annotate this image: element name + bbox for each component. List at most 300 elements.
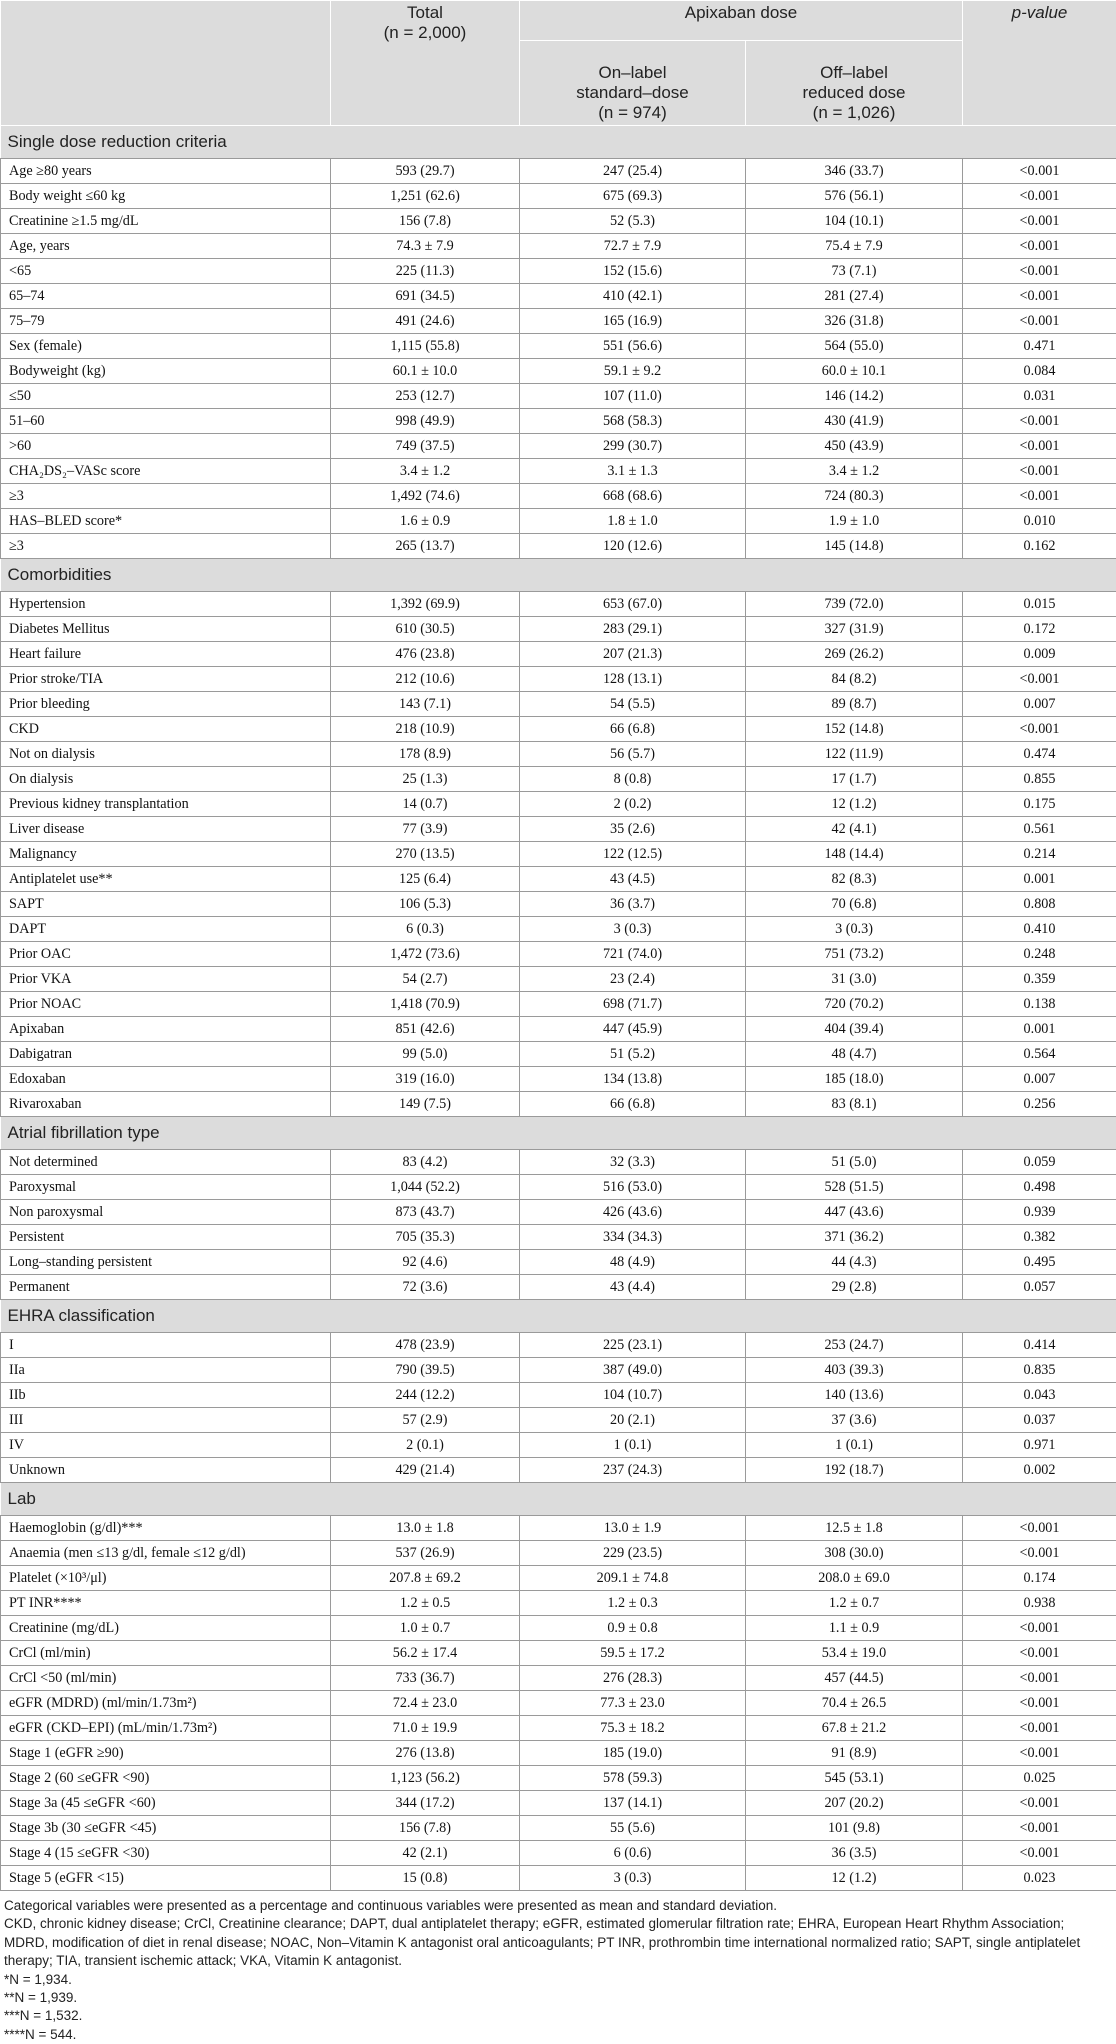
- p-value-cell: 0.043: [963, 1383, 1116, 1408]
- on-label-cell: 13.0 ± 1.9: [520, 1516, 746, 1541]
- total-cell: 15 (0.8): [331, 1866, 520, 1891]
- p-value-cell: 0.025: [963, 1766, 1116, 1791]
- row-label: Prior VKA: [1, 967, 331, 992]
- off-label-cell: 75.4 ± 7.9: [746, 234, 963, 259]
- table-row: [1, 792, 1116, 817]
- table-row: [1, 1458, 1116, 1483]
- total-cell: 276 (13.8): [331, 1741, 520, 1766]
- total-cell: 2 (0.1): [331, 1433, 520, 1458]
- total-cell: 92 (4.6): [331, 1250, 520, 1275]
- p-value-cell: 0.498: [963, 1175, 1116, 1200]
- total-cell: 998 (49.9): [331, 409, 520, 434]
- row-label: Unknown: [1, 1458, 331, 1483]
- row-label: On dialysis: [1, 767, 331, 792]
- row-label: Not on dialysis: [1, 742, 331, 767]
- total-cell: 56.2 ± 17.4: [331, 1641, 520, 1666]
- table-row: [1, 1666, 1116, 1691]
- off-label-cell: 1 (0.1): [746, 1433, 963, 1458]
- p-value-cell: 0.248: [963, 942, 1116, 967]
- total-cell: 13.0 ± 1.8: [331, 1516, 520, 1541]
- row-label: Previous kidney transplantation: [1, 792, 331, 817]
- on-label-cell: 43 (4.5): [520, 867, 746, 892]
- off-label-cell: 1.2 ± 0.7: [746, 1591, 963, 1616]
- p-value-cell: 0.059: [963, 1150, 1116, 1175]
- total-cell: 156 (7.8): [331, 209, 520, 234]
- off-label-cell: 346 (33.7): [746, 159, 963, 184]
- p-value-cell: <0.001: [963, 1691, 1116, 1716]
- on-label-cell: 1.8 ± 1.0: [520, 509, 746, 534]
- footnote: *N = 1,934.: [4, 1971, 1112, 1989]
- table-row: [1, 534, 1116, 559]
- total-cell: 156 (7.8): [331, 1816, 520, 1841]
- p-value-cell: 0.175: [963, 792, 1116, 817]
- table-row: [1, 1866, 1116, 1891]
- off-label-cell: 447 (43.6): [746, 1200, 963, 1225]
- row-label: Malignancy: [1, 842, 331, 867]
- row-label: Edoxaban: [1, 1067, 331, 1092]
- table-row: [1, 967, 1116, 992]
- row-label: Apixaban: [1, 1017, 331, 1042]
- off-label-cell: 253 (24.7): [746, 1333, 963, 1358]
- table-row: [1, 1275, 1116, 1300]
- p-value-cell: <0.001: [963, 667, 1116, 692]
- total-cell: 478 (23.9): [331, 1333, 520, 1358]
- off-label-cell: 308 (30.0): [746, 1541, 963, 1566]
- p-value-cell: 0.938: [963, 1591, 1116, 1616]
- row-label: Bodyweight (kg): [1, 359, 331, 384]
- total-cell: 74.3 ± 7.9: [331, 234, 520, 259]
- p-value-cell: <0.001: [963, 1791, 1116, 1816]
- header-off-label-n: (n = 1,026): [746, 103, 962, 123]
- p-value-cell: 0.057: [963, 1275, 1116, 1300]
- p-value-cell: 0.214: [963, 842, 1116, 867]
- p-value-cell: 0.084: [963, 359, 1116, 384]
- row-label: Non paroxysmal: [1, 1200, 331, 1225]
- section-header-row: [1, 1483, 1116, 1516]
- on-label-cell: 55 (5.6): [520, 1816, 746, 1841]
- off-label-cell: 60.0 ± 10.1: [746, 359, 963, 384]
- total-cell: 1.0 ± 0.7: [331, 1616, 520, 1641]
- off-label-cell: 3.4 ± 1.2: [746, 459, 963, 484]
- total-cell: 244 (12.2): [331, 1383, 520, 1408]
- off-label-cell: 37 (3.6): [746, 1408, 963, 1433]
- table-row: [1, 1383, 1116, 1408]
- table-row: [1, 842, 1116, 867]
- on-label-cell: 134 (13.8): [520, 1067, 746, 1092]
- table-row: [1, 767, 1116, 792]
- table-row: [1, 1741, 1116, 1766]
- on-label-cell: 6 (0.6): [520, 1841, 746, 1866]
- table-row: [1, 1766, 1116, 1791]
- off-label-cell: 73 (7.1): [746, 259, 963, 284]
- p-value-cell: 0.414: [963, 1333, 1116, 1358]
- row-label: CKD: [1, 717, 331, 742]
- table-row: [1, 817, 1116, 842]
- on-label-cell: 516 (53.0): [520, 1175, 746, 1200]
- table-row: [1, 509, 1116, 534]
- row-label: DAPT: [1, 917, 331, 942]
- footnote: **N = 1,939.: [4, 1989, 1112, 2007]
- header-p-value: p-value: [963, 1, 1116, 126]
- off-label-cell: 51 (5.0): [746, 1150, 963, 1175]
- on-label-cell: 52 (5.3): [520, 209, 746, 234]
- on-label-cell: 23 (2.4): [520, 967, 746, 992]
- table-row: [1, 434, 1116, 459]
- on-label-cell: 3.1 ± 1.3: [520, 459, 746, 484]
- table-row: [1, 742, 1116, 767]
- table-row: [1, 484, 1116, 509]
- off-label-cell: 44 (4.3): [746, 1250, 963, 1275]
- on-label-cell: 225 (23.1): [520, 1333, 746, 1358]
- row-label: Prior OAC: [1, 942, 331, 967]
- row-label: I: [1, 1333, 331, 1358]
- table-row: [1, 159, 1116, 184]
- total-cell: 42 (2.1): [331, 1841, 520, 1866]
- on-label-cell: 152 (15.6): [520, 259, 746, 284]
- on-label-cell: 51 (5.2): [520, 1042, 746, 1067]
- total-cell: 178 (8.9): [331, 742, 520, 767]
- total-cell: 593 (29.7): [331, 159, 520, 184]
- table-row: [1, 1616, 1116, 1641]
- row-label: 51–60: [1, 409, 331, 434]
- row-label: Age, years: [1, 234, 331, 259]
- total-cell: 1,115 (55.8): [331, 334, 520, 359]
- row-label: Antiplatelet use**: [1, 867, 331, 892]
- total-cell: 218 (10.9): [331, 717, 520, 742]
- total-cell: 705 (35.3): [331, 1225, 520, 1250]
- total-cell: 733 (36.7): [331, 1666, 520, 1691]
- table-row: [1, 1791, 1116, 1816]
- row-label: >60: [1, 434, 331, 459]
- row-label: Platelet (×10³/μl): [1, 1566, 331, 1591]
- p-value-cell: 0.174: [963, 1566, 1116, 1591]
- header-on-label-line2: standard–dose: [520, 83, 745, 103]
- table-row: [1, 334, 1116, 359]
- on-label-cell: 209.1 ± 74.8: [520, 1566, 746, 1591]
- off-label-cell: 1.1 ± 0.9: [746, 1616, 963, 1641]
- off-label-cell: 91 (8.9): [746, 1741, 963, 1766]
- row-label: Not determined: [1, 1150, 331, 1175]
- table-row: [1, 284, 1116, 309]
- total-cell: 6 (0.3): [331, 917, 520, 942]
- row-label: ≥3: [1, 484, 331, 509]
- off-label-cell: 430 (41.9): [746, 409, 963, 434]
- table-row: [1, 1042, 1116, 1067]
- p-value-cell: 0.138: [963, 992, 1116, 1017]
- p-value-cell: <0.001: [963, 209, 1116, 234]
- table-row: [1, 942, 1116, 967]
- p-value-cell: <0.001: [963, 234, 1116, 259]
- off-label-cell: 185 (18.0): [746, 1067, 963, 1092]
- p-value-cell: <0.001: [963, 1716, 1116, 1741]
- row-label: Sex (female): [1, 334, 331, 359]
- header-on-label-n: (n = 974): [520, 103, 745, 123]
- on-label-cell: 0.9 ± 0.8: [520, 1616, 746, 1641]
- total-cell: 1,251 (62.6): [331, 184, 520, 209]
- off-label-cell: 104 (10.1): [746, 209, 963, 234]
- section-title: Comorbidities: [1, 559, 1116, 592]
- table-row: [1, 1816, 1116, 1841]
- row-label: Permanent: [1, 1275, 331, 1300]
- table-header: [1, 1, 1116, 126]
- row-label: eGFR (CKD–EPI) (mL/min/1.73m²): [1, 1716, 331, 1741]
- row-label: Anaemia (men ≤13 g/dl, female ≤12 g/dl): [1, 1541, 331, 1566]
- row-label: Stage 1 (eGFR ≥90): [1, 1741, 331, 1766]
- section-header-row: [1, 559, 1116, 592]
- off-label-cell: 739 (72.0): [746, 592, 963, 617]
- off-label-cell: 207 (20.2): [746, 1791, 963, 1816]
- off-label-cell: 192 (18.7): [746, 1458, 963, 1483]
- row-label: Stage 3a (45 ≤eGFR <60): [1, 1791, 331, 1816]
- row-label: Prior stroke/TIA: [1, 667, 331, 692]
- total-cell: 610 (30.5): [331, 617, 520, 642]
- table-row: [1, 1691, 1116, 1716]
- row-label: Persistent: [1, 1225, 331, 1250]
- p-value-cell: 0.382: [963, 1225, 1116, 1250]
- on-label-cell: 36 (3.7): [520, 892, 746, 917]
- p-value-cell: <0.001: [963, 184, 1116, 209]
- p-value-cell: 0.855: [963, 767, 1116, 792]
- p-value-cell: <0.001: [963, 459, 1116, 484]
- p-value-cell: 0.410: [963, 917, 1116, 942]
- total-cell: 476 (23.8): [331, 642, 520, 667]
- total-cell: 270 (13.5): [331, 842, 520, 867]
- off-label-cell: 12.5 ± 1.8: [746, 1516, 963, 1541]
- table-row: [1, 1017, 1116, 1042]
- p-value-cell: <0.001: [963, 409, 1116, 434]
- header-empty-cell: [1, 1, 331, 126]
- row-label: Prior bleeding: [1, 692, 331, 717]
- total-cell: 1,472 (73.6): [331, 942, 520, 967]
- total-cell: 253 (12.7): [331, 384, 520, 409]
- section-title: EHRA classification: [1, 1300, 1116, 1333]
- table-row: [1, 642, 1116, 667]
- off-label-cell: 48 (4.7): [746, 1042, 963, 1067]
- row-label: Diabetes Mellitus: [1, 617, 331, 642]
- off-label-cell: 70.4 ± 26.5: [746, 1691, 963, 1716]
- on-label-cell: 334 (34.3): [520, 1225, 746, 1250]
- on-label-cell: 185 (19.0): [520, 1741, 746, 1766]
- footnote: ****N = 544.: [4, 2026, 1112, 2044]
- off-label-cell: 281 (27.4): [746, 284, 963, 309]
- p-value-cell: <0.001: [963, 1741, 1116, 1766]
- table-row: [1, 992, 1116, 1017]
- p-value-cell: <0.001: [963, 484, 1116, 509]
- row-label: Stage 5 (eGFR <15): [1, 1866, 331, 1891]
- p-value-cell: <0.001: [963, 1816, 1116, 1841]
- p-value-cell: 0.037: [963, 1408, 1116, 1433]
- on-label-cell: 568 (58.3): [520, 409, 746, 434]
- on-label-cell: 207 (21.3): [520, 642, 746, 667]
- p-value-cell: 0.564: [963, 1042, 1116, 1067]
- on-label-cell: 299 (30.7): [520, 434, 746, 459]
- row-label: Long–standing persistent: [1, 1250, 331, 1275]
- row-label: Age ≥80 years: [1, 159, 331, 184]
- on-label-cell: 66 (6.8): [520, 1092, 746, 1117]
- p-value-cell: 0.359: [963, 967, 1116, 992]
- table-row: [1, 209, 1116, 234]
- p-value-cell: 0.031: [963, 384, 1116, 409]
- p-value-cell: 0.471: [963, 334, 1116, 359]
- on-label-cell: 229 (23.5): [520, 1541, 746, 1566]
- p-value-cell: 0.162: [963, 534, 1116, 559]
- on-label-cell: 1.2 ± 0.3: [520, 1591, 746, 1616]
- section-header-row: [1, 1300, 1116, 1333]
- section-title: Single dose reduction criteria: [1, 126, 1116, 159]
- on-label-cell: 104 (10.7): [520, 1383, 746, 1408]
- p-value-cell: 0.023: [963, 1866, 1116, 1891]
- p-value-cell: 0.015: [963, 592, 1116, 617]
- table-row: [1, 1541, 1116, 1566]
- total-cell: 344 (17.2): [331, 1791, 520, 1816]
- total-cell: 212 (10.6): [331, 667, 520, 692]
- table-row: [1, 1358, 1116, 1383]
- on-label-cell: 128 (13.1): [520, 667, 746, 692]
- header-apixaban-dose: Apixaban dose: [520, 1, 963, 41]
- on-label-cell: 66 (6.8): [520, 717, 746, 742]
- table-row: [1, 692, 1116, 717]
- p-value-cell: 0.474: [963, 742, 1116, 767]
- p-value-cell: 0.172: [963, 617, 1116, 642]
- total-cell: 25 (1.3): [331, 767, 520, 792]
- header-on-label-line1: On–label: [520, 63, 745, 83]
- row-label: 75–79: [1, 309, 331, 334]
- row-label: Prior NOAC: [1, 992, 331, 1017]
- p-value-cell: <0.001: [963, 159, 1116, 184]
- total-cell: 537 (26.9): [331, 1541, 520, 1566]
- total-cell: 106 (5.3): [331, 892, 520, 917]
- p-value-cell: 0.256: [963, 1092, 1116, 1117]
- p-value-cell: 0.808: [963, 892, 1116, 917]
- off-label-cell: 152 (14.8): [746, 717, 963, 742]
- table-row: [1, 592, 1116, 617]
- on-label-cell: 56 (5.7): [520, 742, 746, 767]
- off-label-cell: 3 (0.3): [746, 917, 963, 942]
- row-label: Body weight ≤60 kg: [1, 184, 331, 209]
- table-row: [1, 1092, 1116, 1117]
- table-row: [1, 1433, 1116, 1458]
- row-label: Stage 3b (30 ≤eGFR <45): [1, 1816, 331, 1841]
- off-label-cell: 12 (1.2): [746, 1866, 963, 1891]
- p-value-cell: <0.001: [963, 1841, 1116, 1866]
- on-label-cell: 668 (68.6): [520, 484, 746, 509]
- table-row: [1, 1716, 1116, 1741]
- footnote: Categorical variables were presented as a percentage and continuous variables were presented as mean and standard deviation.: [4, 1897, 1112, 1915]
- table-row: [1, 184, 1116, 209]
- off-label-cell: 145 (14.8): [746, 534, 963, 559]
- off-label-cell: 404 (39.4): [746, 1017, 963, 1042]
- on-label-cell: 675 (69.3): [520, 184, 746, 209]
- off-label-cell: 326 (31.8): [746, 309, 963, 334]
- p-value-cell: 0.835: [963, 1358, 1116, 1383]
- row-label: PT INR****: [1, 1591, 331, 1616]
- off-label-cell: 1.9 ± 1.0: [746, 509, 963, 534]
- row-label: ≤50: [1, 384, 331, 409]
- total-cell: 72.4 ± 23.0: [331, 1691, 520, 1716]
- table-row: [1, 1516, 1116, 1541]
- header-on-label: [520, 41, 746, 126]
- footnote: CKD, chronic kidney disease; CrCl, Creatinine clearance; DAPT, dual antiplatelet therapy; eGFR, estimated glomerular filtration rate; EHRA, European Heart Rhythm Association; MDRD, modification of diet in renal disease; NOAC, Non–Vitamin K antagonist oral anticoagulants; PT INR, prothrombin time international normalized ratio; SAPT, single antiplatelet therapy; TIA, transient ischemic attack; VKA, Vitamin K antagonist.: [4, 1915, 1112, 1970]
- table-row: [1, 867, 1116, 892]
- total-cell: 790 (39.5): [331, 1358, 520, 1383]
- off-label-cell: 67.8 ± 21.2: [746, 1716, 963, 1741]
- row-label: Creatinine ≥1.5 mg/dL: [1, 209, 331, 234]
- table-row: [1, 717, 1116, 742]
- row-label: CHA₂DS₂–VASc score: [1, 459, 331, 484]
- total-cell: 1,123 (56.2): [331, 1766, 520, 1791]
- row-label: 65–74: [1, 284, 331, 309]
- total-cell: 83 (4.2): [331, 1150, 520, 1175]
- p-value-cell: <0.001: [963, 434, 1116, 459]
- total-cell: 225 (11.3): [331, 259, 520, 284]
- p-value-cell: 0.001: [963, 1017, 1116, 1042]
- off-label-cell: 576 (56.1): [746, 184, 963, 209]
- total-cell: 1.6 ± 0.9: [331, 509, 520, 534]
- off-label-cell: 545 (53.1): [746, 1766, 963, 1791]
- off-label-cell: 327 (31.9): [746, 617, 963, 642]
- on-label-cell: 59.1 ± 9.2: [520, 359, 746, 384]
- row-label: IIa: [1, 1358, 331, 1383]
- on-label-cell: 387 (49.0): [520, 1358, 746, 1383]
- off-label-cell: 83 (8.1): [746, 1092, 963, 1117]
- table-row: [1, 1841, 1116, 1866]
- header-total-n: (n = 2,000): [331, 23, 519, 43]
- on-label-cell: 122 (12.5): [520, 842, 746, 867]
- off-label-cell: 371 (36.2): [746, 1225, 963, 1250]
- table-row: [1, 1591, 1116, 1616]
- total-cell: 99 (5.0): [331, 1042, 520, 1067]
- table-row: [1, 1175, 1116, 1200]
- off-label-cell: 12 (1.2): [746, 792, 963, 817]
- on-label-cell: 32 (3.3): [520, 1150, 746, 1175]
- total-cell: 3.4 ± 1.2: [331, 459, 520, 484]
- p-value-cell: 0.939: [963, 1200, 1116, 1225]
- total-cell: 491 (24.6): [331, 309, 520, 334]
- row-label: Rivaroxaban: [1, 1092, 331, 1117]
- table-row: [1, 667, 1116, 692]
- table-row: [1, 1150, 1116, 1175]
- on-label-cell: 551 (56.6): [520, 334, 746, 359]
- off-label-cell: 457 (44.5): [746, 1666, 963, 1691]
- on-label-cell: 165 (16.9): [520, 309, 746, 334]
- on-label-cell: 247 (25.4): [520, 159, 746, 184]
- off-label-cell: 29 (2.8): [746, 1275, 963, 1300]
- total-cell: 72 (3.6): [331, 1275, 520, 1300]
- header-off-label: [746, 41, 963, 126]
- on-label-cell: 35 (2.6): [520, 817, 746, 842]
- row-label: CrCl (ml/min): [1, 1641, 331, 1666]
- table-row: [1, 309, 1116, 334]
- on-label-cell: 20 (2.1): [520, 1408, 746, 1433]
- table-row: [1, 1333, 1116, 1358]
- p-value-cell: 0.495: [963, 1250, 1116, 1275]
- p-value-cell: <0.001: [963, 284, 1116, 309]
- total-cell: 1,044 (52.2): [331, 1175, 520, 1200]
- off-label-cell: 70 (6.8): [746, 892, 963, 917]
- table-row: [1, 917, 1116, 942]
- off-label-cell: 122 (11.9): [746, 742, 963, 767]
- on-label-cell: 137 (14.1): [520, 1791, 746, 1816]
- row-label: CrCl <50 (ml/min): [1, 1666, 331, 1691]
- on-label-cell: 698 (71.7): [520, 992, 746, 1017]
- total-cell: 207.8 ± 69.2: [331, 1566, 520, 1591]
- total-cell: 57 (2.9): [331, 1408, 520, 1433]
- row-label: Hypertension: [1, 592, 331, 617]
- p-value-cell: <0.001: [963, 1616, 1116, 1641]
- total-cell: 749 (37.5): [331, 434, 520, 459]
- section-title: Atrial fibrillation type: [1, 1117, 1116, 1150]
- on-label-cell: 237 (24.3): [520, 1458, 746, 1483]
